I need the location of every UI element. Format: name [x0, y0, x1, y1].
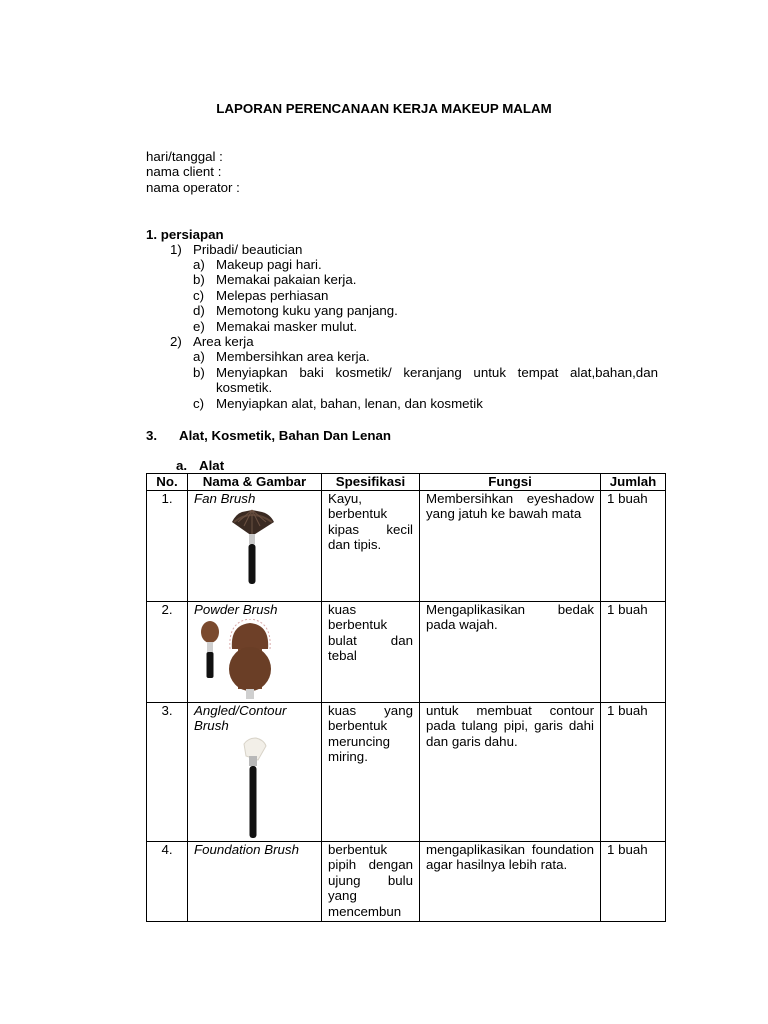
list-item: Memakai masker mulut. — [216, 319, 358, 334]
list-marker: c) — [193, 288, 205, 303]
field-client: nama client : — [146, 164, 222, 179]
cell-function: mengaplikasikan foundation agar hasilnya lebih rata. — [420, 841, 601, 921]
sub1-label: 1) — [170, 242, 182, 257]
cell-no: 4. — [147, 841, 188, 921]
list-item: Memotong kuku yang panjang. — [216, 303, 398, 318]
cell-name — [188, 841, 322, 921]
sub1-title: Pribadi/ beautician — [193, 242, 303, 257]
field-date: hari/tanggal : — [146, 149, 223, 164]
header-quantity: Jumlah — [601, 474, 666, 491]
section-3-number: 3. — [146, 428, 158, 443]
angled-brush-image — [194, 736, 314, 840]
cell-function: untuk membuat contour pada tulang pipi, garis dahi dan garis dahu. — [420, 702, 601, 841]
tool-name: Angled/Contour Brush — [194, 702, 287, 733]
cell-function: Membersihkan eyeshadow yang jatuh ke bawah mata — [420, 490, 601, 601]
cell-spec: kuas berbentuk bulat dan tebal — [322, 601, 420, 702]
sub-a-label: Alat — [199, 458, 225, 473]
header-function: Fungsi — [420, 474, 601, 491]
cell-quantity: 1 buah — [601, 490, 666, 601]
list-marker: a) — [193, 257, 205, 272]
sub-a-marker: a. — [176, 458, 188, 473]
list-item: Menyiapkan alat, bahan, lenan, dan kosmetik — [216, 396, 483, 411]
page-title: LAPORAN PERENCANAAN KERJA MAKEUP MALAM — [216, 101, 552, 116]
table-row — [147, 601, 666, 702]
list-item: Melepas perhiasan — [216, 288, 329, 303]
tool-name: Fan Brush — [194, 490, 256, 506]
cell-spec: berbentuk pipih dengan ujung bulu yang mencembun — [322, 841, 420, 921]
table-row — [147, 841, 666, 921]
tools-table — [146, 473, 666, 922]
cell-quantity: 1 buah — [601, 841, 666, 921]
list-item: Menyiapkan baki kosmetik/ keranjang untuk tempat alat,bahan,dan — [216, 365, 658, 380]
header-no: No. — [147, 474, 188, 491]
sub2-label: 2) — [170, 334, 182, 349]
list-marker: c) — [193, 396, 205, 411]
list-marker: a) — [193, 349, 205, 364]
section-1-heading: 1. persiapan — [146, 227, 224, 242]
header-name: Nama & Gambar — [188, 474, 322, 491]
cell-quantity: 1 buah — [601, 601, 666, 702]
cell-no: 3. — [147, 702, 188, 841]
field-operator: nama operator : — [146, 180, 240, 195]
list-item-continuation: kosmetik. — [216, 380, 273, 395]
table-row — [147, 702, 666, 841]
list-marker: d) — [193, 303, 205, 318]
cell-name — [188, 601, 322, 702]
list-item: Makeup pagi hari. — [216, 257, 322, 272]
section-3-heading: Alat, Kosmetik, Bahan Dan Lenan — [179, 428, 392, 443]
cell-spec: kuas yang berbentuk meruncing miring. — [322, 702, 420, 841]
sub2-title: Area kerja — [193, 334, 254, 349]
table-row — [147, 490, 666, 601]
cell-no: 2. — [147, 601, 188, 702]
tool-name: Foundation Brush — [194, 841, 299, 857]
header-spec: Spesifikasi — [322, 474, 420, 491]
fan-brush-image — [194, 508, 314, 586]
list-item: Memakai pakaian kerja. — [216, 272, 357, 287]
list-marker: b) — [193, 272, 205, 287]
cell-name — [188, 490, 322, 601]
powder-brush-image — [194, 619, 314, 699]
list-marker: e) — [193, 319, 205, 334]
cell-name — [188, 702, 322, 841]
cell-no: 1. — [147, 490, 188, 601]
tool-name: Powder Brush — [194, 601, 278, 617]
list-marker: b) — [193, 365, 205, 380]
list-item: Membersihkan area kerja. — [216, 349, 370, 364]
cell-spec: Kayu, berbentuk kipas kecil dan tipis. — [322, 490, 420, 601]
cell-function: Mengaplikasikan bedak pada wajah. — [420, 601, 601, 702]
cell-quantity: 1 buah — [601, 702, 666, 841]
